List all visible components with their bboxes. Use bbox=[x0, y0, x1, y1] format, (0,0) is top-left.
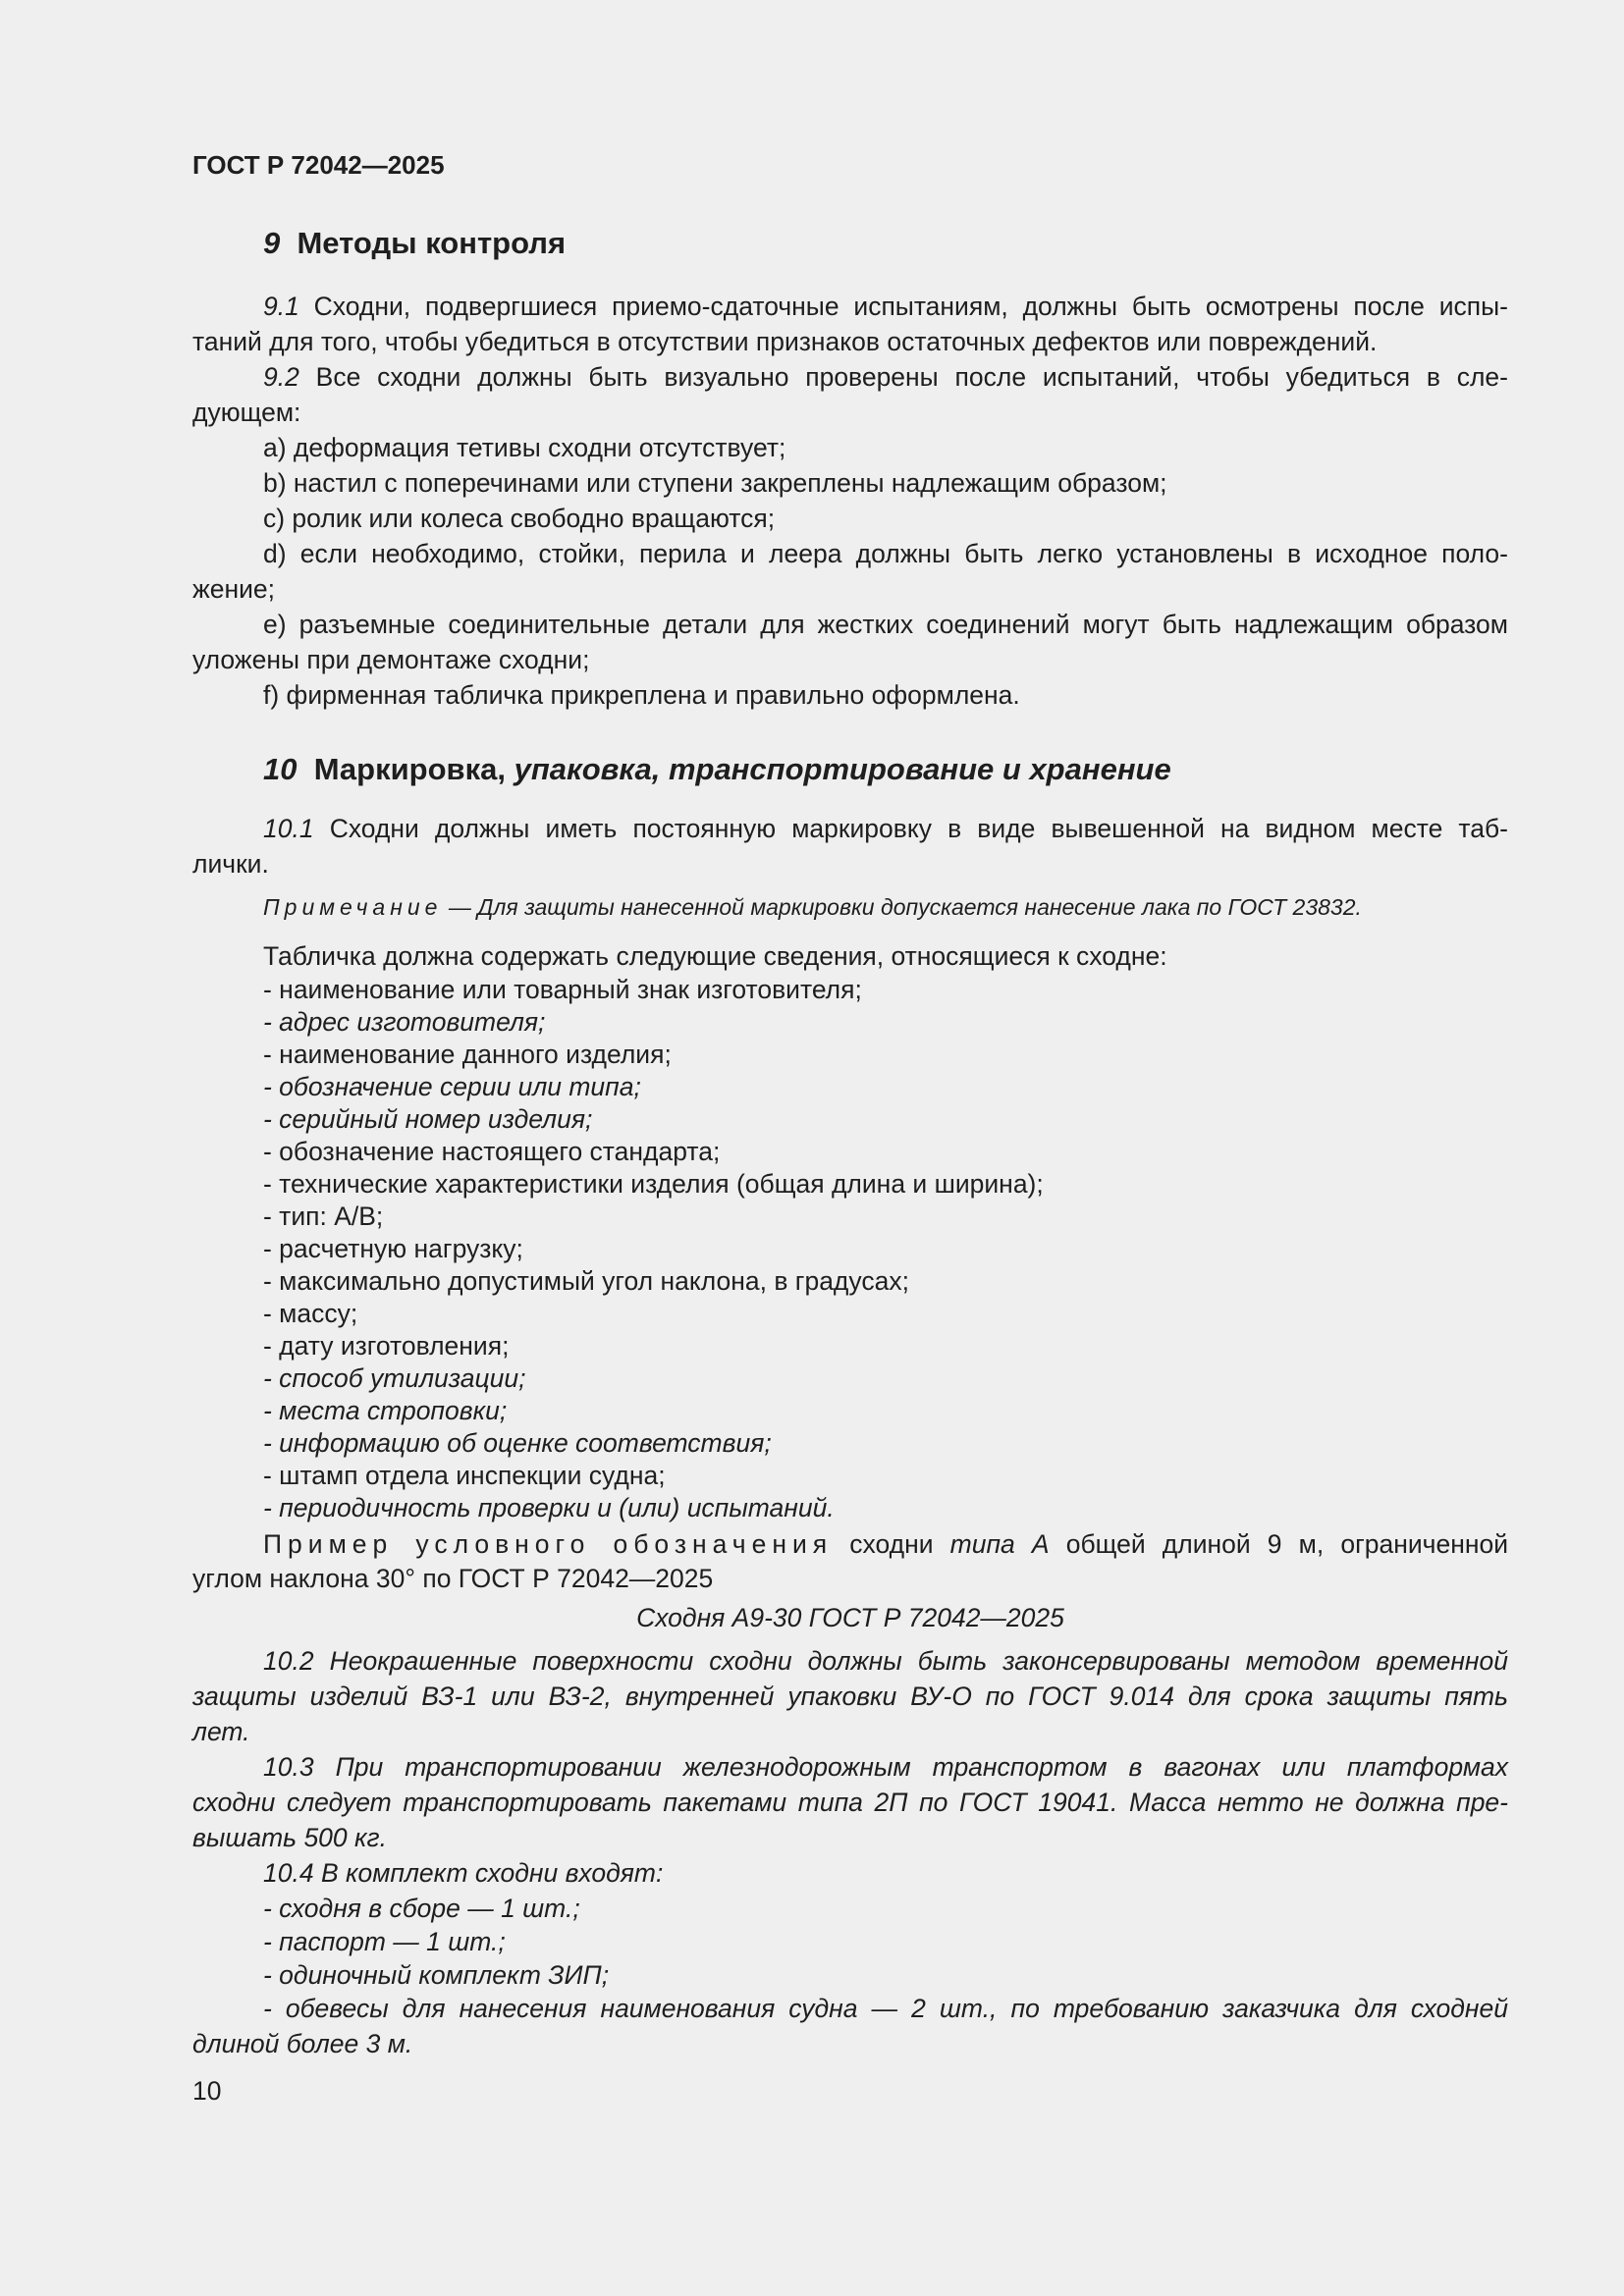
plate-item: - массу; bbox=[263, 1299, 358, 1328]
section-10-title-italic: упаковка, транспортирование и хранение bbox=[514, 752, 1171, 786]
clause-10-1-line-1 bbox=[263, 811, 1508, 846]
list-item-e-line-2: уложены при демонтаже сходни; bbox=[192, 645, 590, 674]
clause-10-4-heading: 10.4 В комплект сходни входят: bbox=[263, 1858, 664, 1888]
plate-item: - расчетную нагрузку; bbox=[263, 1234, 523, 1263]
section-9-heading bbox=[263, 226, 1579, 261]
section-9-number: 9 bbox=[263, 226, 281, 260]
plate-item: - места строповки; bbox=[263, 1396, 508, 1425]
page-number: 10 bbox=[192, 2076, 222, 2106]
clause-10-3-line-3: вышать 500 кг. bbox=[192, 1823, 387, 1852]
clause-9-2-line-2: дующем: bbox=[192, 398, 301, 427]
plate-item: - дату изготовления; bbox=[263, 1331, 510, 1361]
example-line-1 bbox=[263, 1526, 1508, 1562]
kit-item: - сходня в сборе — 1 шт.; bbox=[263, 1894, 580, 1923]
clause-9-2-number: 9.2 bbox=[263, 362, 299, 392]
list-item-d-line-2: жение; bbox=[192, 574, 276, 604]
plate-item: - максимально допустимый угол наклона, в градусах; bbox=[263, 1266, 909, 1296]
clause-9-1-line-2: таний для того, чтобы убедиться в отсутствии признаков остаточных дефектов или повреждений. bbox=[192, 327, 1378, 356]
plate-item: - способ утилизации; bbox=[263, 1363, 526, 1393]
plate-item: - тип: А/В; bbox=[263, 1201, 384, 1231]
list-item-f: f) фирменная табличка прикреплена и правильно оформлена. bbox=[263, 680, 1020, 710]
clause-10-2-line-2: защиты изделий ВЗ-1 или ВЗ-2, внутренней упаковки ВУ-О по ГОСТ 9.014 для срока защиты пять bbox=[192, 1682, 1508, 1711]
plate-item: - периодичность проверки и (или) испытаний. bbox=[263, 1493, 835, 1522]
example-text-2: типа А bbox=[949, 1529, 1050, 1559]
clause-10-1-line-2: лички. bbox=[192, 849, 269, 879]
list-item-d-line-1: d) если необходимо, стойки, перила и леера должны быть легко установлены в исходное поло- bbox=[263, 539, 1508, 568]
plate-intro: Табличка должна содержать следующие сведения, относящиеся к сходне: bbox=[263, 941, 1167, 971]
clause-10-1-number: 10.1 bbox=[263, 814, 314, 843]
kit-item: - паспорт — 1 шт.; bbox=[263, 1927, 506, 1956]
list-item-a: а) деформация тетивы сходни отсутствует; bbox=[263, 433, 786, 462]
clause-9-2-text: Все сходни должны быть визуально проверены после испытаний, чтобы убедиться в сле- bbox=[315, 362, 1508, 392]
plate-item: - обозначение настоящего стандарта; bbox=[263, 1137, 721, 1166]
note-label: Примечание bbox=[263, 894, 443, 920]
note-text: — Для защиты нанесенной маркировки допускается нанесение лака по ГОСТ 23832. bbox=[448, 894, 1362, 920]
clause-10-3-line-1: 10.3 При транспортировании железнодорожным транспортом в вагонах или платформах bbox=[263, 1752, 1508, 1782]
clause-10-2-line-1: 10.2 Неокрашенные поверхности сходни должны быть законсервированы методом временной bbox=[263, 1646, 1508, 1676]
clause-10-3-line-2: сходни следует транспортировать пакетами типа 2П по ГОСТ 19041. Масса нетто не должна пре- bbox=[192, 1788, 1508, 1817]
plate-item: - адрес изготовителя; bbox=[263, 1007, 546, 1037]
plate-item: - штамп отдела инспекции судна; bbox=[263, 1461, 666, 1490]
clause-10-2-line-3: лет. bbox=[192, 1717, 250, 1746]
kit-item-last-line-1: - обевесы для нанесения наименования судна — 2 шт., по требованию заказчика для сходней bbox=[263, 1994, 1508, 2023]
plate-item: - информацию об оценке соответствия; bbox=[263, 1428, 772, 1458]
plate-item: - наименование данного изделия; bbox=[263, 1040, 672, 1069]
section-10-number: 10 bbox=[263, 752, 298, 786]
list-item-b: b) настил с поперечинами или ступени закреплены надлежащим образом; bbox=[263, 468, 1167, 498]
plate-item: - обозначение серии или типа; bbox=[263, 1072, 641, 1101]
kit-item-last-line-2: длиной более 3 м. bbox=[192, 2029, 413, 2058]
plate-item: - серийный номер изделия; bbox=[263, 1104, 593, 1134]
plate-item: - технические характеристики изделия (общая длина и ширина); bbox=[263, 1169, 1044, 1199]
example-label: Пример условного обозначения bbox=[263, 1529, 834, 1559]
example-text-3: общей длиной 9 м, ограниченной bbox=[1065, 1529, 1509, 1559]
section-9-title: Методы контроля bbox=[297, 226, 567, 260]
plate-item: - наименование или товарный знак изготовителя; bbox=[263, 975, 862, 1004]
section-10-heading bbox=[263, 752, 1579, 787]
clause-9-1-line-1 bbox=[263, 289, 1508, 324]
list-item-c: c) ролик или колеса свободно вращаются; bbox=[263, 504, 776, 533]
kit-item: - одиночный комплект ЗИП; bbox=[263, 1960, 610, 1990]
clause-10-1-text: Сходни должны иметь постоянную маркировку в виде вывешенной на видном месте таб- bbox=[329, 814, 1508, 843]
clause-9-1-text: Сходни, подвергшиеся приемо-сдаточные испытаниям, должны быть осмотрены после испы- bbox=[313, 292, 1508, 321]
example-text-1: сходни bbox=[849, 1529, 934, 1559]
clause-9-2-line-1 bbox=[263, 359, 1508, 395]
note bbox=[263, 889, 1579, 925]
document-header: ГОСТ Р 72042—2025 bbox=[192, 150, 445, 180]
list-item-e-line-1: e) разъемные соединительные детали для жестких соединений могут быть надлежащим образом bbox=[263, 610, 1508, 639]
example-line-2: углом наклона 30° по ГОСТ Р 72042—2025 bbox=[192, 1564, 714, 1593]
example-designation: Сходня А9-30 ГОСТ Р 72042—2025 bbox=[636, 1603, 1064, 1632]
section-10-title-plain: Маркировка, bbox=[313, 752, 506, 786]
clause-9-1-number: 9.1 bbox=[263, 292, 299, 321]
